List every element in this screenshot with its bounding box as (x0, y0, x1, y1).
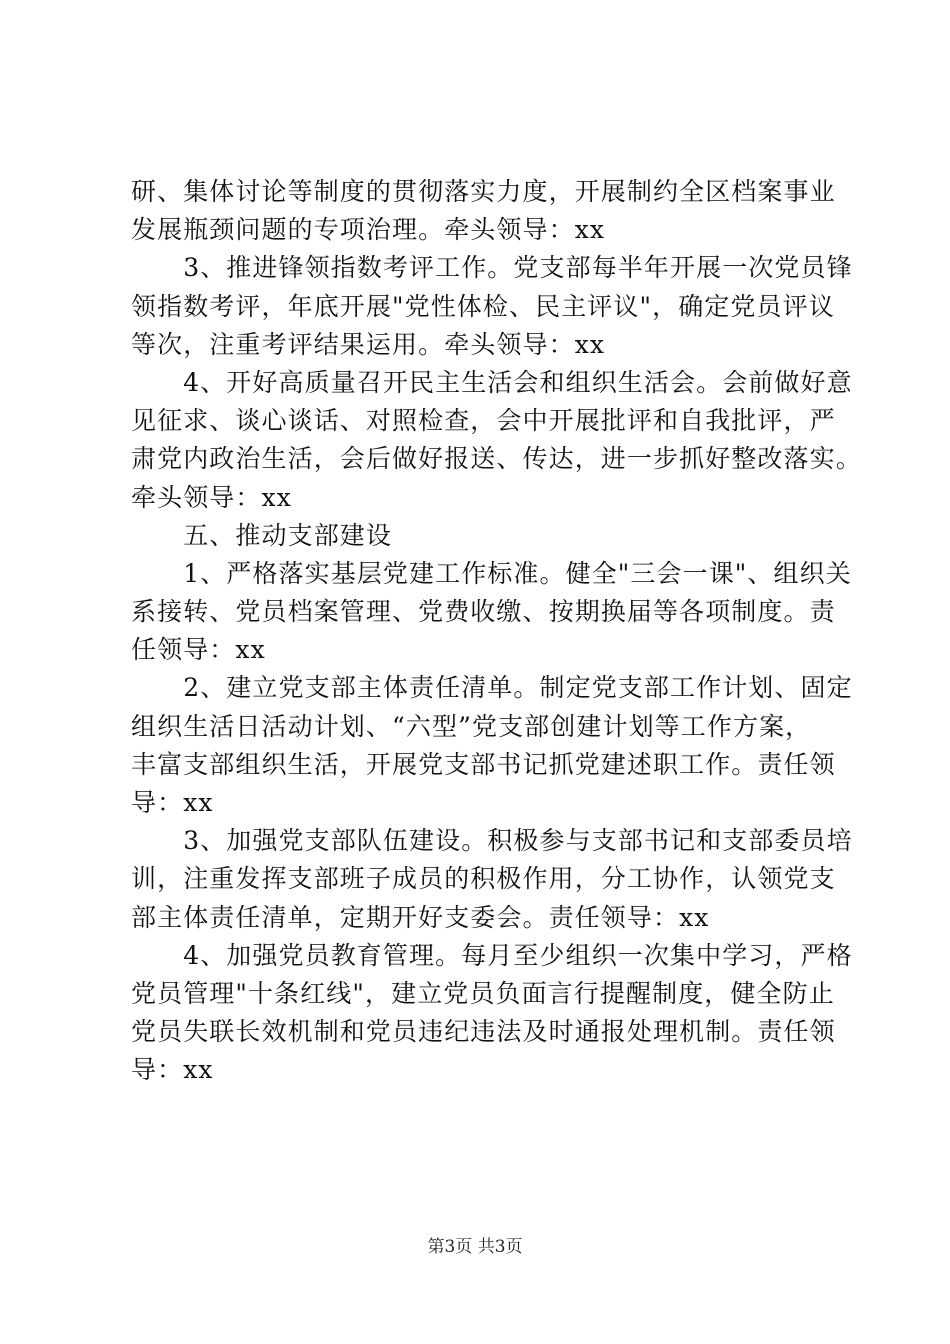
text-line: 1、严格落实基层党建工作标准。健全"三会一课"、组织关 (131, 558, 852, 588)
text-line: 党员失联长效机制和党员违纪违法及时通报处理机制。责任领 (131, 1017, 836, 1047)
page-number-footer: 第3页 共3页 (427, 1237, 523, 1257)
text-line: 训，注重发挥支部班子成员的积极作用，分工协作，认领党支 (131, 864, 836, 894)
text-line: 导：xx (131, 788, 214, 817)
text-line: 等次，注重考评结果运用。牵头领导：xx (131, 329, 606, 359)
text-line: 4、加强党员教育管理。每月至少组织一次集中学习，严格 (131, 940, 853, 970)
text-line: 4、开好高质量召开民主生活会和组织生活会。会前做好意 (131, 367, 853, 397)
text-line: 丰富支部组织生活，开展党支部书记抓党建述职工作。责任领 (131, 749, 836, 779)
text-line: 3、加强党支部队伍建设。积极参与支部书记和支部委员培 (131, 826, 853, 856)
document-body (131, 173, 861, 1090)
text-line: 部主体责任清单，定期开好支委会。责任领导：xx (131, 902, 710, 932)
text-line: 3、推进锋领指数考评工作。党支部每半年开展一次党员锋 (131, 253, 853, 283)
text-line: 见征求、谈心谈话、对照检查，会中开展批评和自我批评，严 (131, 406, 836, 436)
text-line: 党员管理"十条红线"，建立党员负面言行提醒制度，健全防止 (131, 978, 835, 1008)
text-line: 系接转、党员档案管理、党费收缴、按期换届等各项制度。责 (131, 597, 836, 627)
text-line: 组织生活日活动计划、“六型”党支部创建计划等工作方案， (131, 711, 812, 741)
text-line: 2、建立党支部主体责任清单。制定党支部工作计划、固定 (131, 673, 853, 703)
text-line: 肃党内政治生活，会后做好报送、传达，进一步抓好整改落实。 (131, 444, 862, 474)
text-line: 研、集体讨论等制度的贯彻落实力度，开展制约全区档案事业 (131, 177, 836, 206)
text-line: 领指数考评，年底开展"党性体检、民主评议"，确定党员评议 (131, 291, 835, 321)
text-line: 发展瓶颈问题的专项治理。牵头领导：xx (131, 215, 606, 245)
section-heading: 五、推动支部建设 (131, 520, 393, 550)
text-line: 牵头领导：xx (131, 482, 292, 512)
text-line: 导：xx (131, 1055, 214, 1085)
text-line: 任领导：xx (131, 635, 266, 665)
